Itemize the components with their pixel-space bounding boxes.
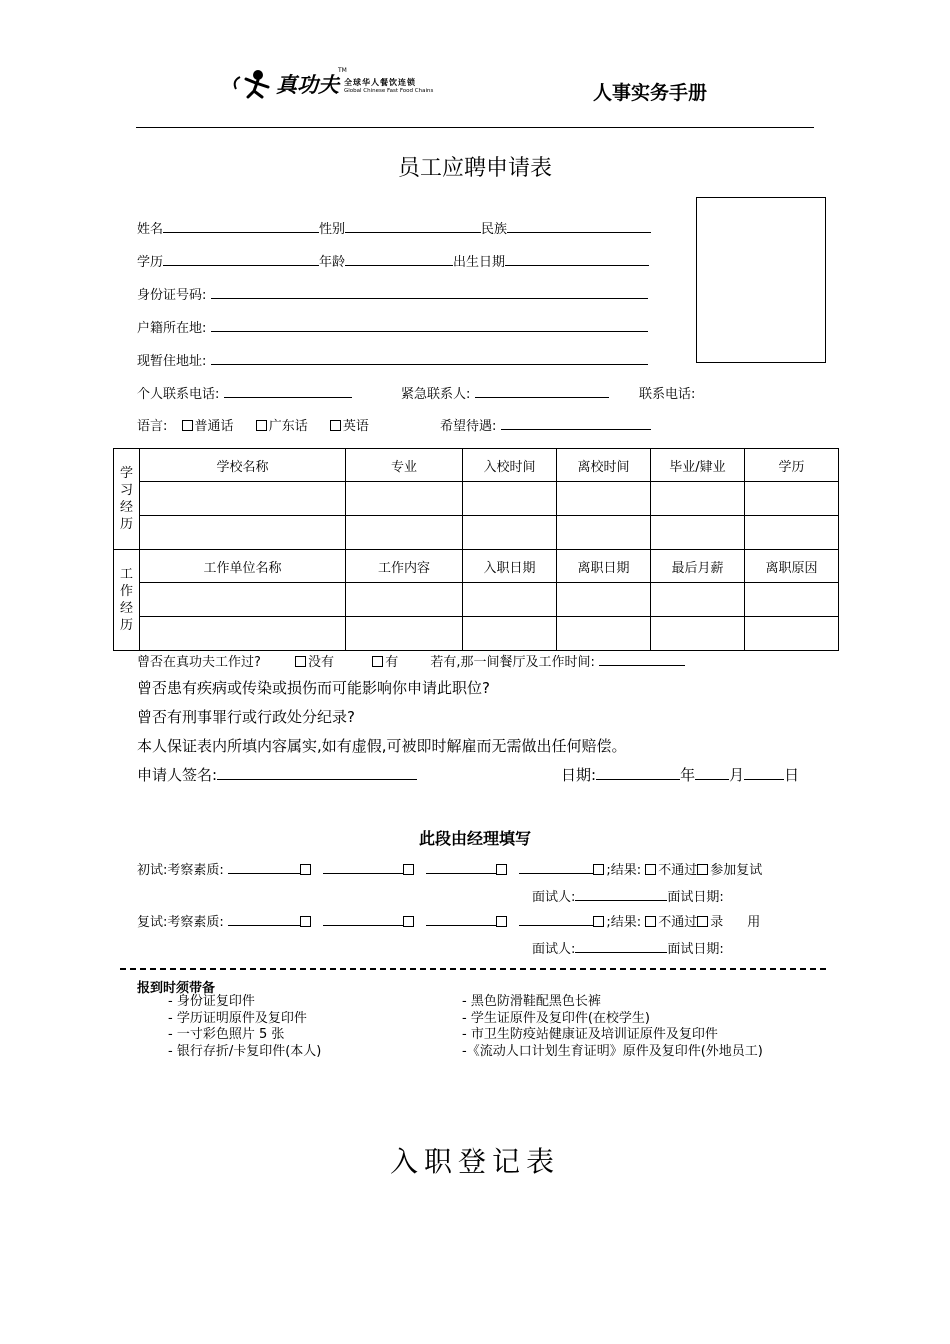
company-logo — [228, 67, 460, 99]
quality-field[interactable] — [323, 911, 403, 926]
table-header: 最后月薪 — [651, 550, 745, 583]
history-table — [113, 448, 839, 651]
table-cell[interactable] — [463, 617, 557, 651]
lang-option-mandarin[interactable]: 普通话 — [182, 419, 234, 434]
id-row — [137, 284, 648, 303]
checkbox[interactable] — [645, 864, 656, 875]
retest-option: 参加复试 — [710, 863, 763, 878]
if-yes-label: 若有,那一间餐厅及工作时间: — [430, 655, 595, 670]
second-interview-label: 复试:考察素质: — [137, 915, 224, 930]
date-row: 日期: 年 月 日 — [561, 766, 800, 784]
month-field[interactable] — [695, 765, 729, 780]
guarantee-statement: 本人保证表内所填内容属实,如有虚假,可被即时解雇而无需做出任何赔偿。 — [137, 737, 627, 755]
list-item: - 黑色防滑鞋配黑色长裤 — [462, 994, 601, 1009]
quality-field[interactable] — [519, 911, 593, 926]
illness-question: 曾否患有疾病或传染或损伤而可能影响你申请此职位? — [137, 679, 490, 697]
criminal-question: 曾否有刑事罪行或行政处分纪录? — [137, 708, 355, 726]
checkbox[interactable] — [256, 420, 267, 431]
table-cell[interactable] — [745, 617, 839, 651]
table-header: 工作内容 — [346, 550, 463, 583]
second-interviewer-row — [532, 938, 724, 957]
table-cell[interactable] — [651, 583, 745, 617]
logo-cn-slogan: 全球华人餐饮连锁 — [344, 78, 416, 87]
id-number-label: 身份证号码: — [137, 288, 207, 303]
checkbox[interactable] — [697, 916, 708, 927]
table-cell[interactable] — [651, 516, 745, 550]
day-field[interactable] — [744, 765, 784, 780]
logo-trademark: TM — [338, 67, 347, 74]
table-cell[interactable] — [140, 516, 346, 550]
first-interviewer-row — [532, 886, 724, 905]
education-header-row — [114, 449, 839, 482]
table-cell[interactable] — [346, 516, 463, 550]
opt-yes[interactable]: 有 — [372, 655, 398, 670]
birthdate-label: 出生日期 — [453, 255, 506, 270]
quality-field[interactable] — [426, 859, 496, 874]
table-row — [114, 482, 839, 516]
interviewer-field[interactable] — [575, 938, 667, 953]
contact-phone-label: 联系电话: — [639, 387, 696, 402]
checkbox[interactable] — [496, 916, 507, 927]
expected-salary-field[interactable] — [501, 415, 651, 430]
table-cell[interactable] — [463, 516, 557, 550]
prep-title: 报到时须带备 — [137, 981, 216, 996]
emergency-row — [401, 383, 609, 402]
handbook-title: 人事实务手册 — [593, 82, 708, 104]
signature-row — [137, 764, 417, 785]
interview-date-label: 面试日期: — [667, 942, 724, 957]
year-field[interactable] — [596, 765, 680, 780]
household-field[interactable] — [211, 317, 648, 332]
first-interview-row — [137, 859, 762, 878]
worked-before-label: 曾否在真功夫工作过? — [137, 655, 261, 670]
table-header: 入校时间 — [463, 449, 557, 482]
checkbox[interactable] — [645, 916, 656, 927]
interview-date-label: 面试日期: — [667, 890, 724, 905]
address-field[interactable] — [211, 350, 648, 365]
table-cell[interactable] — [651, 617, 745, 651]
gender-label: 性别 — [319, 222, 346, 237]
education-side-label: 学习经历 — [114, 449, 140, 550]
checkbox[interactable] — [496, 864, 507, 875]
signature-field[interactable] — [217, 765, 417, 780]
table-cell[interactable] — [463, 583, 557, 617]
hire-option: 录 — [710, 915, 724, 930]
language-label: 语言: — [137, 419, 168, 434]
photo-box[interactable] — [696, 197, 826, 363]
list-item: -《流动人口计划生育证明》原件及复印件(外地员工) — [462, 1043, 763, 1059]
address-label: 现暂住地址: — [137, 354, 207, 369]
table-header: 入职日期 — [463, 550, 557, 583]
emergency-contact-field[interactable] — [475, 383, 609, 398]
table-header: 学校名称 — [140, 449, 346, 482]
quality-field[interactable] — [228, 859, 300, 874]
table-cell[interactable] — [745, 516, 839, 550]
lang-option-english[interactable]: 英语 — [330, 419, 369, 434]
checkbox[interactable] — [300, 864, 311, 875]
table-cell[interactable] — [346, 482, 463, 516]
table-header: 离职原因 — [745, 550, 839, 583]
table-header: 毕业/肄业 — [651, 449, 745, 482]
list-item: - 学生证原件及复印件(在校学生) — [462, 1010, 650, 1026]
table-row — [114, 583, 839, 617]
lang-option-cantonese[interactable]: 广东话 — [256, 419, 308, 434]
table-cell[interactable] — [651, 482, 745, 516]
quality-field[interactable] — [228, 911, 300, 926]
first-interview-label: 初试:考察素质: — [137, 863, 224, 878]
table-cell[interactable] — [346, 617, 463, 651]
signature-label: 申请人签名: — [137, 766, 218, 784]
language-row — [137, 415, 369, 434]
date-label: 日期: — [561, 766, 597, 784]
list-item: - 学历证明原件及复印件 — [168, 1010, 307, 1026]
table-header: 离校时间 — [557, 449, 651, 482]
table-cell[interactable] — [140, 617, 346, 651]
manager-section-title: 此段由经理填写 — [418, 829, 531, 848]
checkbox[interactable] — [295, 656, 306, 667]
personal-phone-label: 个人联系电话: — [137, 387, 220, 402]
quality-field[interactable] — [519, 859, 593, 874]
work-header-row — [114, 550, 839, 583]
id-number-field[interactable] — [211, 284, 648, 299]
education-row — [137, 251, 649, 270]
opt-no[interactable]: 没有 — [295, 655, 334, 670]
table-cell[interactable] — [463, 482, 557, 516]
emergency-contact-label: 紧急联系人: — [401, 387, 471, 402]
prep-list-left — [168, 994, 321, 1060]
registration-form-title: 入职登记表 — [389, 1145, 560, 1178]
checkbox[interactable] — [300, 916, 311, 927]
address-row — [137, 350, 648, 369]
salary-row — [440, 415, 651, 434]
checkbox[interactable] — [403, 864, 414, 875]
interviewer-label: 面试人: — [532, 890, 576, 905]
quality-field[interactable] — [426, 911, 496, 926]
ethnicity-field[interactable] — [507, 218, 651, 233]
checkbox[interactable] — [403, 916, 414, 927]
list-item: - 身份证复印件 — [168, 994, 255, 1009]
household-row — [137, 317, 648, 336]
checkbox[interactable] — [697, 864, 708, 875]
phone-row — [137, 383, 352, 402]
gender-field[interactable] — [345, 218, 481, 233]
interviewer-field[interactable] — [575, 886, 667, 901]
table-cell[interactable] — [557, 583, 651, 617]
name-row — [137, 218, 651, 237]
age-field[interactable] — [345, 251, 453, 266]
list-item: - 市卫生防疫站健康证及培训证原件及复印件 — [462, 1027, 718, 1042]
table-cell[interactable] — [140, 583, 346, 617]
checkbox[interactable] — [182, 420, 193, 431]
personal-phone-field[interactable] — [224, 383, 352, 398]
worked-before-row — [137, 651, 685, 670]
table-cell[interactable] — [745, 482, 839, 516]
table-header: 专业 — [346, 449, 463, 482]
table-cell[interactable] — [346, 583, 463, 617]
result-label: ;结果: — [606, 863, 642, 878]
age-label: 年龄 — [319, 255, 346, 270]
fail-option: 不通过 — [658, 915, 698, 930]
work-side-label: 工作经历 — [114, 550, 140, 651]
result-label: ;结果: — [606, 915, 642, 930]
dashed-divider — [120, 968, 826, 970]
logo-brand-text: 真功夫 — [276, 73, 339, 97]
table-cell[interactable] — [557, 516, 651, 550]
form-title: 员工应聘申请表 — [397, 156, 552, 181]
second-interview-row: 复试:考察素质: ;结果: 不通过 录 用 — [137, 911, 760, 930]
ethnicity-label: 民族 — [481, 222, 508, 237]
table-cell[interactable] — [557, 617, 651, 651]
expected-salary-label: 希望待遇: — [440, 419, 497, 434]
table-header: 学历 — [745, 449, 839, 482]
checkbox[interactable] — [593, 916, 604, 927]
list-item: - 银行存折/卡复印件(本人) — [168, 1043, 322, 1059]
table-cell[interactable] — [745, 583, 839, 617]
table-row — [114, 516, 839, 550]
logo-en-slogan: Global Chinese Fast Food Chains — [344, 88, 434, 94]
education-label: 学历 — [137, 255, 164, 270]
prep-list-right — [462, 994, 763, 1060]
household-label: 户籍所在地: — [137, 321, 207, 336]
table-row — [114, 617, 839, 651]
checkbox[interactable] — [330, 420, 341, 431]
name-label: 姓名 — [137, 222, 164, 237]
interviewer-label: 面试人: — [532, 942, 576, 957]
quality-field[interactable] — [323, 859, 403, 874]
list-item: - 一寸彩色照片 5 张 — [168, 1027, 285, 1042]
checkbox[interactable] — [372, 656, 383, 667]
name-field[interactable] — [163, 218, 319, 233]
if-yes-field[interactable] — [599, 651, 685, 666]
checkbox[interactable] — [593, 864, 604, 875]
table-cell[interactable] — [140, 482, 346, 516]
table-header: 离职日期 — [557, 550, 651, 583]
fail-option: 不通过 — [658, 863, 698, 878]
table-header: 工作单位名称 — [140, 550, 346, 583]
header-divider — [136, 127, 814, 128]
birthdate-field[interactable] — [505, 251, 649, 266]
education-field[interactable] — [163, 251, 319, 266]
table-cell[interactable] — [557, 482, 651, 516]
